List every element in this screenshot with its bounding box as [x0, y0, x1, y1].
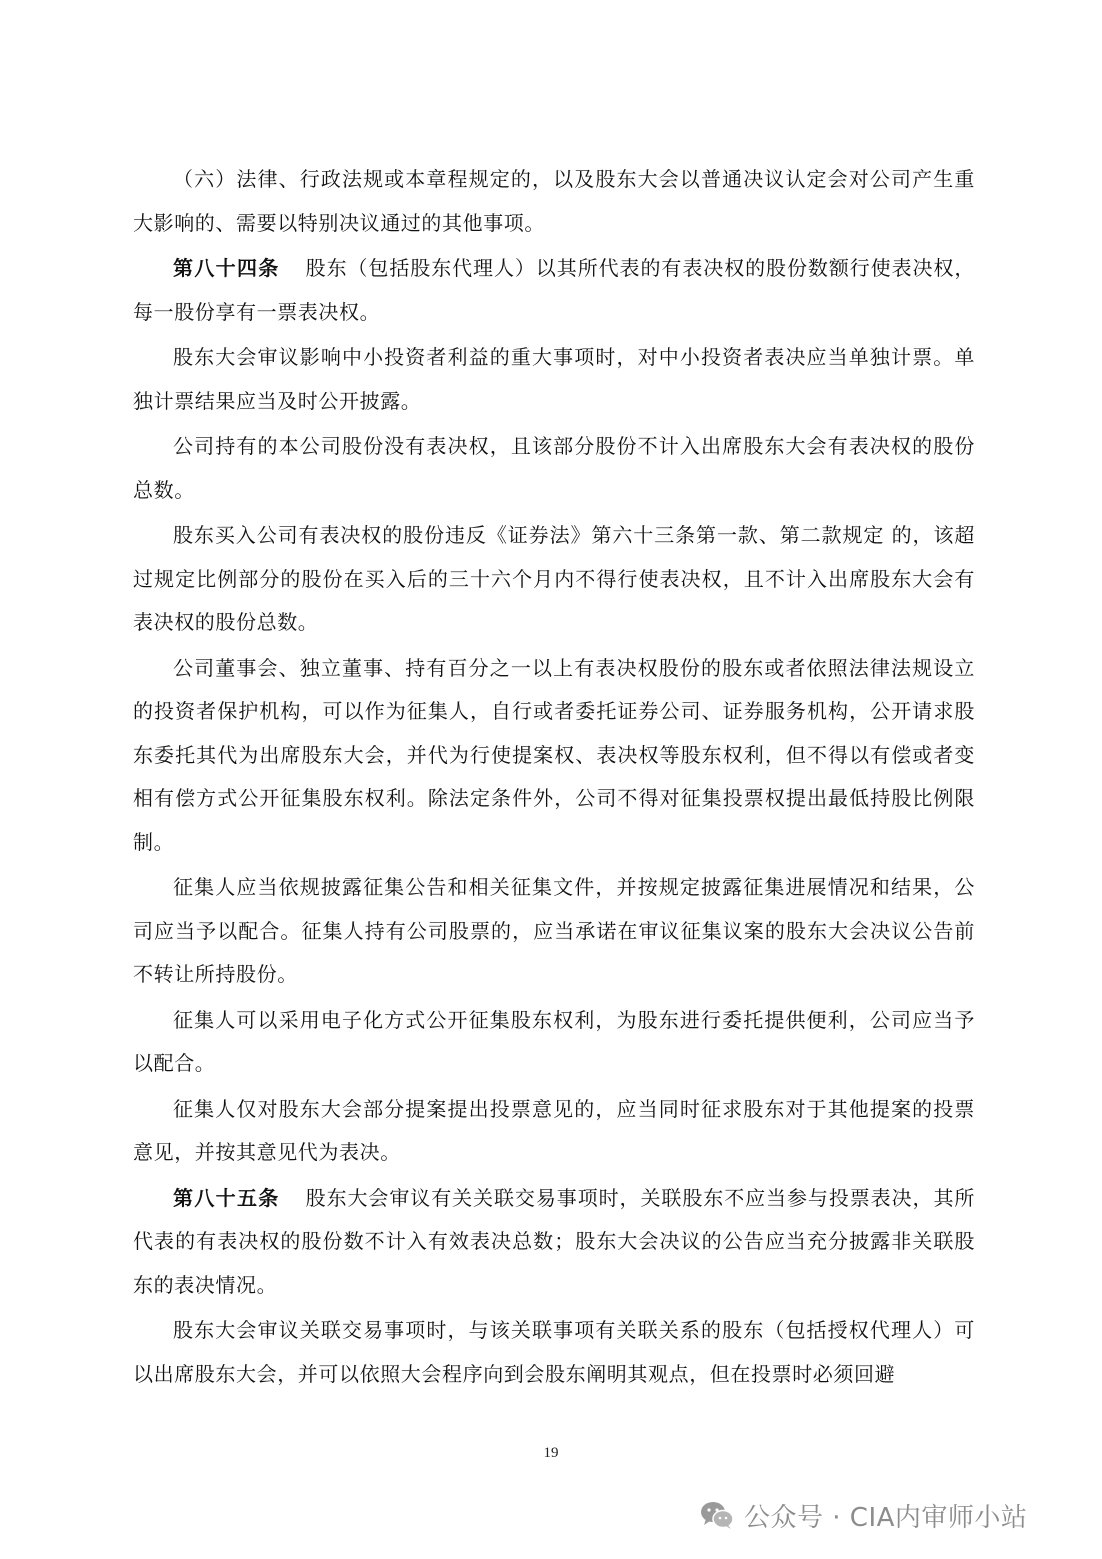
- paragraph-text: 征集人应当依规披露征集公告和相关征集文件，并按规定披露征集进展情况和结果，公司应当予以配合。征集人持有公司股票的，应当承诺在审议征集议案的股东大会决议公告前不转让所持股份。: [133, 875, 975, 986]
- watermark: [700, 1491, 1027, 1539]
- paragraph-text: 公司持有的本公司股份没有表决权，且该部分股份不计入出席股东大会有表决权的股份总数。: [133, 434, 975, 502]
- paragraph-text: 股东大会审议关联交易事项时，与该关联事项有关联关系的股东（包括授权代理人）可以出席股东大会，并可以依照大会程序向到会股东阐明其观点，但在投票时必须回避: [133, 1318, 975, 1386]
- paragraph: [133, 866, 975, 997]
- paragraph-text: 征集人可以采用电子化方式公开征集股东权利，为股东进行委托提供便利，公司应当予以配合。: [133, 1007, 975, 1075]
- page-number: 19: [543, 1445, 559, 1461]
- paragraph-text: （六）法律、行政法规或本章程规定的，以及股东大会以普通决议认定会对公司产生重大影响的、需要以特别决议通过的其他事项。: [133, 167, 975, 235]
- paragraph: [133, 158, 975, 245]
- paragraph: [133, 425, 975, 512]
- paragraph: [133, 647, 975, 865]
- paragraph: [133, 1309, 975, 1396]
- paragraph: [133, 1088, 975, 1175]
- paragraph: [133, 999, 975, 1086]
- paragraph-text: 股东大会审议影响中小投资者利益的重大事项时，对中小投资者表决应当单独计票。单独计票结果应当及时公开披露。: [133, 345, 975, 413]
- paragraph: [133, 514, 975, 645]
- watermark-text: 公众号 · CIA内审师小站: [744, 1502, 1028, 1533]
- paragraph-text: 股东买入公司有表决权的股份违反《证券法》第六十三条第一款、第二款规定 的，该超过规定比例部分的股份在买入后的三十六个月内不得行使表决权，且不计入出席股东大会有表决权的股份总数。: [133, 523, 975, 634]
- article-label: 第八十四条: [173, 256, 280, 280]
- document-body: [133, 158, 975, 1398]
- paragraph-text: 股东（包括股东代理人）以其所代表的有表决权的股份数额行使表决权，每一股份享有一票表决权。: [133, 256, 975, 324]
- paragraph: [133, 247, 975, 334]
- paragraph-text: 股东大会审议有关关联交易事项时，关联股东不应当参与投票表决，其所代表的有表决权的股份数不计入有效表决总数；股东大会决议的公告应当充分披露非关联股东的表决情况。: [133, 1185, 975, 1297]
- wechat-icon: [700, 1500, 734, 1530]
- paragraph: [133, 336, 975, 423]
- paragraph: [133, 1177, 975, 1308]
- article-label: 第八十五条: [173, 1185, 280, 1210]
- paragraph-text: 征集人仅对股东大会部分提案提出投票意见的，应当同时征求股东对于其他提案的投票意见，并按其意见代为表决。: [133, 1096, 975, 1164]
- paragraph-text: 公司董事会、独立董事、持有百分之一以上有表决权股份的股东或者依照法律法规设立的投资者保护机构，可以作为征集人，自行或者委托证券公司、证券服务机构，公开请求股东委托其代为出席股东大会，并代为行使提案权、表决权等股东权利，但不得以有偿或者变相有偿方式公开征集股东权利。除法定条件外，公司不得对征集投票权提出最低持股比例限制。: [133, 655, 975, 854]
